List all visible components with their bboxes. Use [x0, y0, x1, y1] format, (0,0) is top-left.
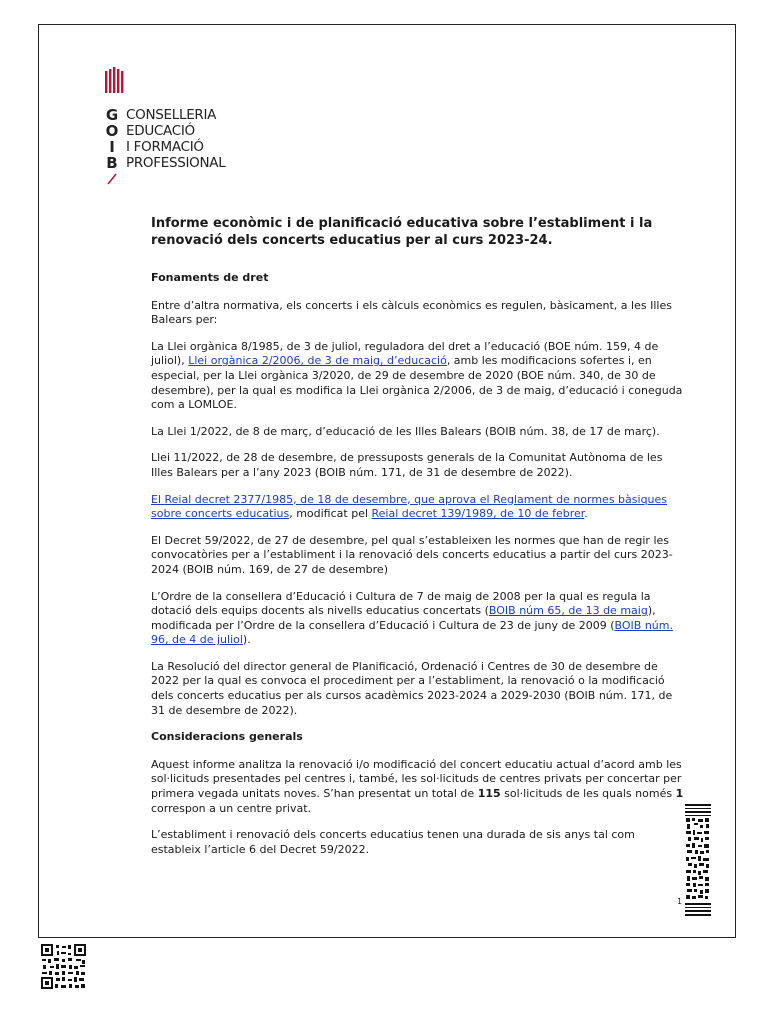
paragraph: L’establiment i renovació dels concerts educatius tenen una durada de sis anys tal com estableix l’article 6 del Decret 59/2022. — [151, 828, 635, 856]
paragraph — [151, 493, 686, 522]
logo-letter: I — [109, 138, 115, 156]
qr-code-icon — [41, 944, 86, 989]
org-line: I FORMACIÓ — [126, 139, 204, 155]
logo-slash-icon — [107, 173, 117, 185]
org-line: EDUCACIÓ — [126, 123, 195, 139]
paragraph — [151, 340, 686, 413]
private-center-count: 1 — [675, 787, 684, 801]
logo-letters — [104, 107, 120, 171]
paragraph — [151, 590, 686, 648]
goib-logo — [104, 67, 244, 227]
paragraph: La Llei 1/2022, de 8 de març, d’educació de les Illes Balears (BOIB núm. 38, de 17 de març). — [151, 424, 660, 438]
text-run: ). — [242, 633, 251, 647]
reial-decret-1985-link[interactable]: El Reial decret 2377/1985, de 18 de desembre, que aprova el Reglament de normes bàsiques sobre concerts educatius — [151, 492, 668, 521]
document-page — [38, 24, 736, 938]
paragraph: El Decret 59/2022, de 27 de desembre, pel qual s’estableixen les normes que han de regir les convocatòries per a l’establiment i la renovació dels concerts educatius a partir del curs 2023-2024 (BOIB núm. 169, de 27 de desembre) — [151, 533, 673, 576]
org-line: PROFESSIONAL — [126, 155, 226, 171]
text-run: L’Ordre de la consellera d’Educació i Cultura de 7 de maig de 2008 per la qual es regula la dotació dels equips docents als nivells educatius concertats ( — [151, 589, 651, 618]
text-run: La Llei orgànica 8/1985, de 3 de juliol, reguladora del dret a l’educació (BOE núm. 159, 4 de juliol), — [151, 339, 659, 368]
text-run: sol·licituds de les quals només — [500, 787, 676, 801]
text-run: . — [584, 507, 588, 521]
logo-letter: O — [105, 122, 119, 140]
logo-letter: B — [106, 154, 118, 172]
section-heading: Fonaments de dret — [151, 271, 269, 284]
request-total: 115 — [477, 787, 501, 801]
boib-96-link[interactable]: BOIB núm. 96, de 4 de juliol — [151, 618, 673, 647]
paragraph: La Resolució del director general de Planificació, Ordenació i Centres de 30 de desembre de 2022 per la qual es convoca el procediment per a l’establiment, la renovació o la modificació dels concerts educatius per als cursos acadèmics 2023-2024 a 2029-2030 (BOIB núm. 171, de 31 de desembre de 2022). — [151, 659, 673, 717]
boib-65-link[interactable]: BOIB núm 65, de 13 de maig — [488, 604, 648, 618]
paragraph: Entre d’altra normativa, els concerts i els càlculs econòmics es regulen, bàsicament, a les Illes Balears per: — [151, 298, 672, 327]
logo-letter: G — [105, 106, 119, 124]
government-emblem-icon — [105, 67, 125, 93]
section-heading: Consideracions generals — [151, 730, 303, 744]
paragraph — [151, 758, 686, 816]
llei-organica-link[interactable]: Llei orgànica 2/2006, de 3 de maig, d’educació — [188, 354, 447, 368]
reial-decret-1989-link[interactable]: Reial decret 139/1989, de 10 de febrer — [371, 507, 585, 521]
text-run: Aquest informe analitza la renovació i/o modificació del concert educatiu actual d’acord amb les sol·licituds presentades pel centres i, també, les sol·licituds de centres privats per concertar per primera vegada unitats noves. S’han presentat un total de — [151, 757, 682, 801]
text-run: , modificat pel — [289, 507, 372, 521]
text-run: correspon a un centre privat. — [151, 801, 312, 815]
logo-organization-name — [126, 107, 225, 171]
paragraph: Llei 11/2022, de 28 de desembre, de pressuposts generals de la Comunitat Autònoma de les Illes Balears per a l’any 2023 (BOIB núm. 171, de 31 de desembre de 2022). — [151, 451, 663, 479]
text-run: ), modificada per l’Ordre de la consellera d’Educació i Cultura de 23 de juny de 2009 ( — [151, 604, 656, 632]
document-body — [151, 215, 686, 869]
document-title: Informe econòmic i de planificació educativa sobre l’establiment i la renovació dels concerts educatius per al curs 2023-24. — [151, 216, 653, 248]
barcode-icon — [685, 804, 711, 918]
org-line: CONSELLERIA — [126, 107, 217, 123]
page-number: 1 — [677, 897, 683, 906]
text-run: , amb les modificacions sofertes i, en especial, per la Llei orgànica 3/2020, de 29 de desembre de 2020 (BOE núm. 340, de 30 de desembre), per la qual es modifica la Llei orgànica 2/2006, de 3 de maig, d’educació i coneguda com a LOMLOE. — [151, 354, 683, 412]
